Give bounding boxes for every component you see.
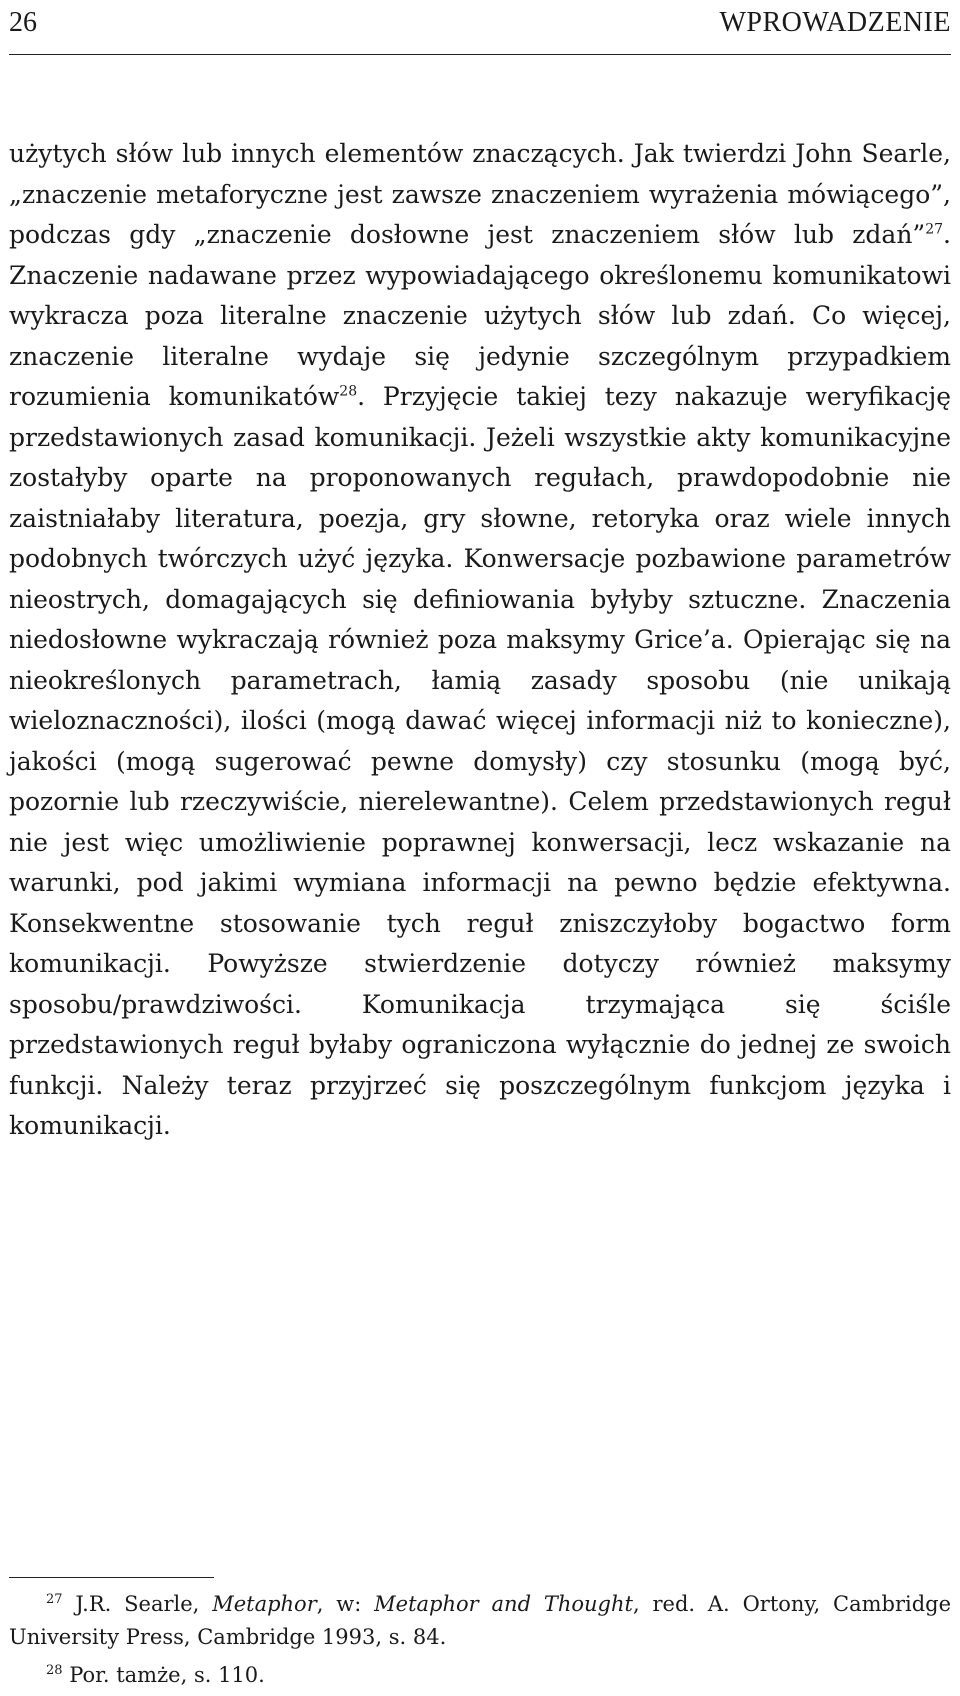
footnotes [9, 1588, 951, 1692]
footnote-title: Metaphor [212, 1592, 317, 1616]
footnote-reference: 28 [339, 383, 358, 400]
footnote-number: 27 [46, 1592, 63, 1607]
footnote [9, 1659, 951, 1692]
section-title: WPROWADZENIE [719, 7, 951, 38]
header-rule [9, 54, 951, 55]
footnote-text: Por. tamże, s. 110. [62, 1663, 265, 1687]
body-segment: . Znaczenie nadawane przez wypowiadającego określonemu komunikatowi wykracza poza literalne znaczenie użytych słów lub zdań. Co więcej, znaczenie literalne wydaje się jedynie szczególnym przypadkiem rozumienia komunikatów [9, 220, 951, 411]
footnote-rule [9, 1577, 214, 1578]
footnote-text: , red. A. Ortony, Cambridge University Press, Cambridge 1993, s. 84. [9, 1592, 952, 1649]
footnote-title: Metaphor and Thought [374, 1592, 633, 1616]
body-paragraph [9, 134, 951, 1147]
footnote-number: 28 [46, 1663, 63, 1678]
footnote-text: , w: [316, 1592, 375, 1616]
page-number: 26 [9, 7, 37, 38]
body-segment: użytych słów lub innych elementów znaczących. Jak twierdzi John Searle, „znaczenie metaforyczne jest zawsze znaczeniem wyrażenia mówiącego”, podczas gdy „znaczenie dosłowne jest znaczeniem słów lub zdań” [9, 139, 951, 249]
footnote-text: J.R. Searle, [62, 1592, 213, 1616]
footnote [9, 1588, 951, 1654]
body-text [9, 134, 951, 1147]
running-head [9, 4, 951, 52]
body-segment: . Przyjęcie takiej tezy nakazuje weryfikację przedstawionych zasad komunikacji. Jeżeli wszystkie akty komunikacyjne zostałyby oparte na proponowanych regułach, prawdopodobnie nie zaistniałaby literatura, poezja, gry słowne, retoryka oraz wiele innych podobnych twórczych użyć języka. Konwersacje pozbawione parametrów nieostrych, domagających się definiowania byłyby sztuczne. Znaczenia niedosłowne wykraczają również poza maksymy Grice’a. Opierając się na nieokreślonych parametrach, łamią zasady sposobu (nie unikają wieloznaczności), ilości (mogą dawać więcej informacji niż to konieczne), jakości (mogą sugerować pewne domysły) czy stosunku (mogą być, pozornie lub rzeczywiście, nierelewantne). Celem przedstawionych reguł nie jest więc umożliwienie poprawnej konwersacji, lecz wskazanie na warunki, pod jakimi wymiana informacji na pewno będzie efektywna. Konsekwentne stosowanie tych reguł zniszczyłoby bogactwo form komunikacji. Powyższe stwierdzenie dotyczy również maksymy sposobu/prawdziwości. Komunikacja trzymająca się ściśle przedstawionych reguł byłaby ograniczona wyłącznie do jednej ze swoich funkcji. Należy teraz przyjrzeć się poszczególnym funkcjom języka i komunikacji. [9, 382, 951, 1140]
footnote-reference: 27 [925, 221, 944, 238]
